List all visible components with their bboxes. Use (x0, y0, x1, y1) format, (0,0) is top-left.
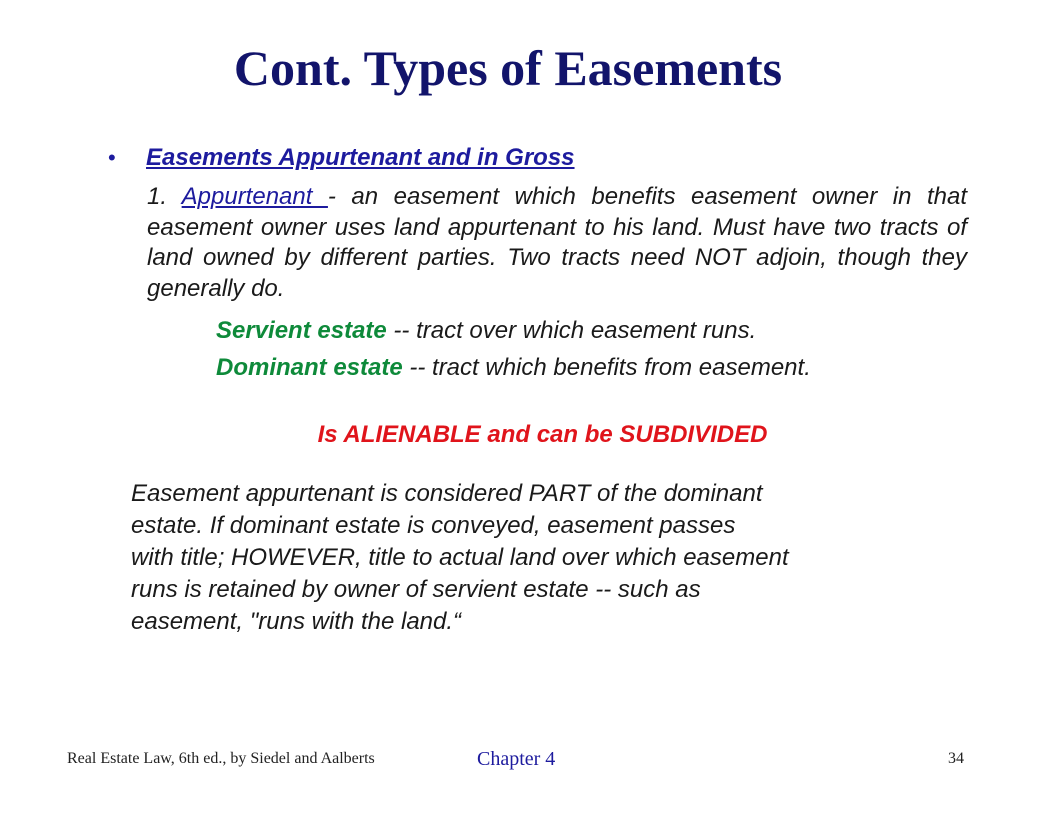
dominant-estate-line (216, 353, 811, 383)
page-number: 34 (948, 750, 964, 767)
alienable-statement: Is ALIENABLE and can be SUBDIVIDED (317, 421, 768, 448)
servient-estate-line (216, 316, 756, 346)
footer-source: Real Estate Law, 6th ed., by Siedel and Aalberts (67, 750, 375, 767)
item-number: 1. (147, 183, 182, 210)
bullet-heading: Easements Appurtenant and in Gross (146, 144, 575, 171)
appurtenant-definition (147, 182, 967, 304)
slide-title: Cont. Types of Easements (233, 40, 783, 96)
servient-estate-text: -- tract over which easement runs. (386, 317, 757, 344)
explanation-line: runs is retained by owner of servient estate -- such as (131, 576, 701, 603)
servient-estate-label: Servient estate (216, 317, 387, 344)
dominant-estate-label: Dominant estate (216, 354, 403, 381)
explanation-line: Easement appurtenant is considered PART of the dominant (131, 480, 763, 507)
appurtenant-text: - an easement which benefits easement owner in that easement owner uses land appurtenant to his land. Must have two tracts of land owned by different parties. Two tracts need NOT adjoin, though they generally do. (147, 183, 967, 302)
appurtenant-explanation (131, 478, 951, 638)
dominant-estate-text: -- tract which benefits from easement. (402, 354, 811, 381)
footer-chapter: Chapter 4 (477, 748, 556, 770)
bullet-dot: • (108, 145, 116, 170)
explanation-line: estate. If dominant estate is conveyed, easement passes (131, 512, 736, 539)
appurtenant-term: Appurtenant (181, 183, 328, 210)
explanation-line: with title; HOWEVER, title to actual land over which easement (131, 544, 789, 571)
explanation-line: easement, "runs with the land.“ (131, 608, 462, 635)
